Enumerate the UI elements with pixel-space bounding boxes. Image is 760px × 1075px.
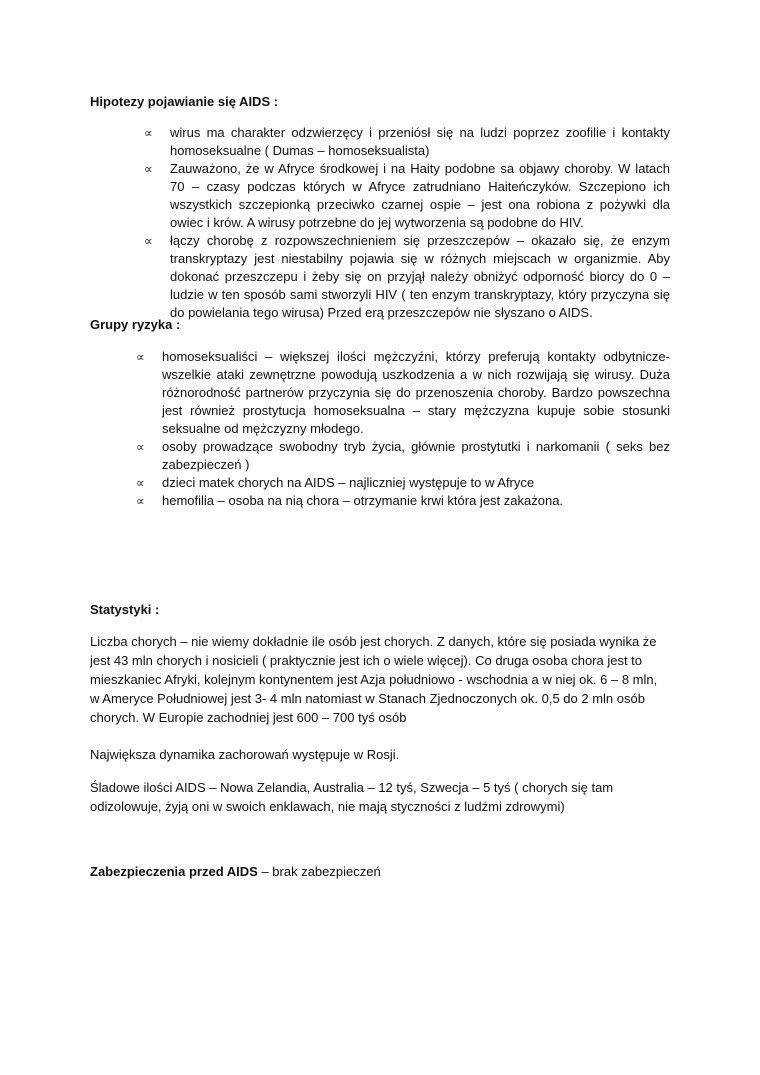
- list-item: [144, 160, 670, 232]
- list-item-text: łączy chorobę z rozpowszechnieniem się przeszczepów – okazało się, że enzym transkryptazy jest niestabilny pojawia się w różnych miejscach w organizmie. Aby dokonać przeszczepu i żeby się on przyjął należy obniżyć odporność biorcy do 0 – ludzie w ten sposób sami stworzyli HIV ( ten enzym transkryptazy, który przyczyna się do powielania tego wirusa) Przed erą przeszczepów nie słyszano o AIDS.: [170, 233, 670, 320]
- statistics-heading: Statystyki :: [90, 602, 160, 617]
- statistics-paragraph-1: Liczba chorych – nie wiemy dokładnie ile osób jest chorych. Z danych, które się posiada wynika że jest 43 mln chorych i nosicieli ( praktycznie jest ich o wiele więcej). Co druga osoba chora jest to mieszkaniec Afryki, kolejnym kontynentem jest Azja południowo - wschodnia a w niej ok. 6 – 8 mln, w Ameryce Południowej jest 3- 4 mln natomiast w Stanach Zjednoczonych ok. 0,5 do 2 mln osób chorych. W Europie zachodniej jest 600 – 700 tyś osób: [90, 634, 658, 725]
- hypotheses-heading: Hipotezy pojawianie się AIDS :: [90, 94, 279, 109]
- list-item-text: homoseksualiści – większej ilości mężczyźni, którzy preferują kontakty odbytnicze- wszelkie ataki zewnętrzne powodują uszkodzenia a w nich rozwijają się wirusy. Duża różnorodność partnerów przyczynia się do przenoszenia choroby. Bardzo powszechna jest również prostytucja homoseksualna – stary mężczyzna kupuje sobie stosunki seksualne od mężczyzny młodego.: [162, 349, 670, 436]
- list-item: [144, 124, 670, 160]
- hypotheses-list: [144, 124, 670, 322]
- list-item-text: dzieci matek chorych na AIDS – najliczniej występuje to w Afryce: [162, 475, 535, 490]
- list-item-text: wirus ma charakter odzwierzęcy i przeniósł się na ludzi poprzez zoofilie i kontakty homoseksualne ( Dumas – homoseksualista): [170, 125, 670, 158]
- proportional-bullet-icon: ∝: [144, 162, 153, 176]
- statistics-paragraph-3: Śladowe ilości AIDS – Nowa Zelandia, Australia – 12 tyś, Szwecja – 5 tyś ( chorych się tam odizolowuje, żyją oni w swoich enklawach, nie mają styczności z ludźmi zdrowymi): [90, 780, 614, 814]
- list-item: [136, 348, 670, 438]
- list-item: [136, 492, 670, 510]
- proportional-bullet-icon: ∝: [136, 494, 145, 508]
- list-item-text: osoby prowadzące swobodny tryb życia, głównie prostytutki i narkomanii ( seks bez zabezpieczeń ): [162, 439, 670, 472]
- risk-groups-heading: Grupy ryzyka :: [90, 317, 181, 332]
- proportional-bullet-icon: ∝: [136, 350, 145, 364]
- protection-heading: Zabezpieczenia przed AIDS: [90, 864, 258, 879]
- list-item: [136, 438, 670, 474]
- list-item: [136, 474, 670, 492]
- proportional-bullet-icon: ∝: [136, 476, 145, 490]
- statistics-paragraph-2: Największa dynamika zachorowań występuje w Rosji.: [90, 747, 400, 762]
- protection-line: [90, 862, 670, 881]
- proportional-bullet-icon: ∝: [136, 440, 145, 454]
- protection-text: – brak zabezpieczeń: [257, 864, 381, 879]
- proportional-bullet-icon: ∝: [144, 234, 153, 248]
- list-item-text: Zauważono, że w Afryce środkowej i na Haity podobne sa objawy choroby. W latach 70 – czasy podczas których w Afryce zatrudniano Haiteńczyków. Szczepiono ich wszystkich szczepionką przeciwko czarnej ospie – jest ona robiona z pożywki dla owiec i krów. A wirusy potrzebne do jej wytworzenia są podobne do HIV.: [170, 161, 670, 230]
- list-item-text: hemofilia – osoba na nią chora – otrzymanie krwi która jest zakażona.: [162, 493, 564, 508]
- proportional-bullet-icon: ∝: [144, 126, 153, 140]
- list-item: [144, 232, 670, 322]
- risk-groups-list: [136, 348, 670, 510]
